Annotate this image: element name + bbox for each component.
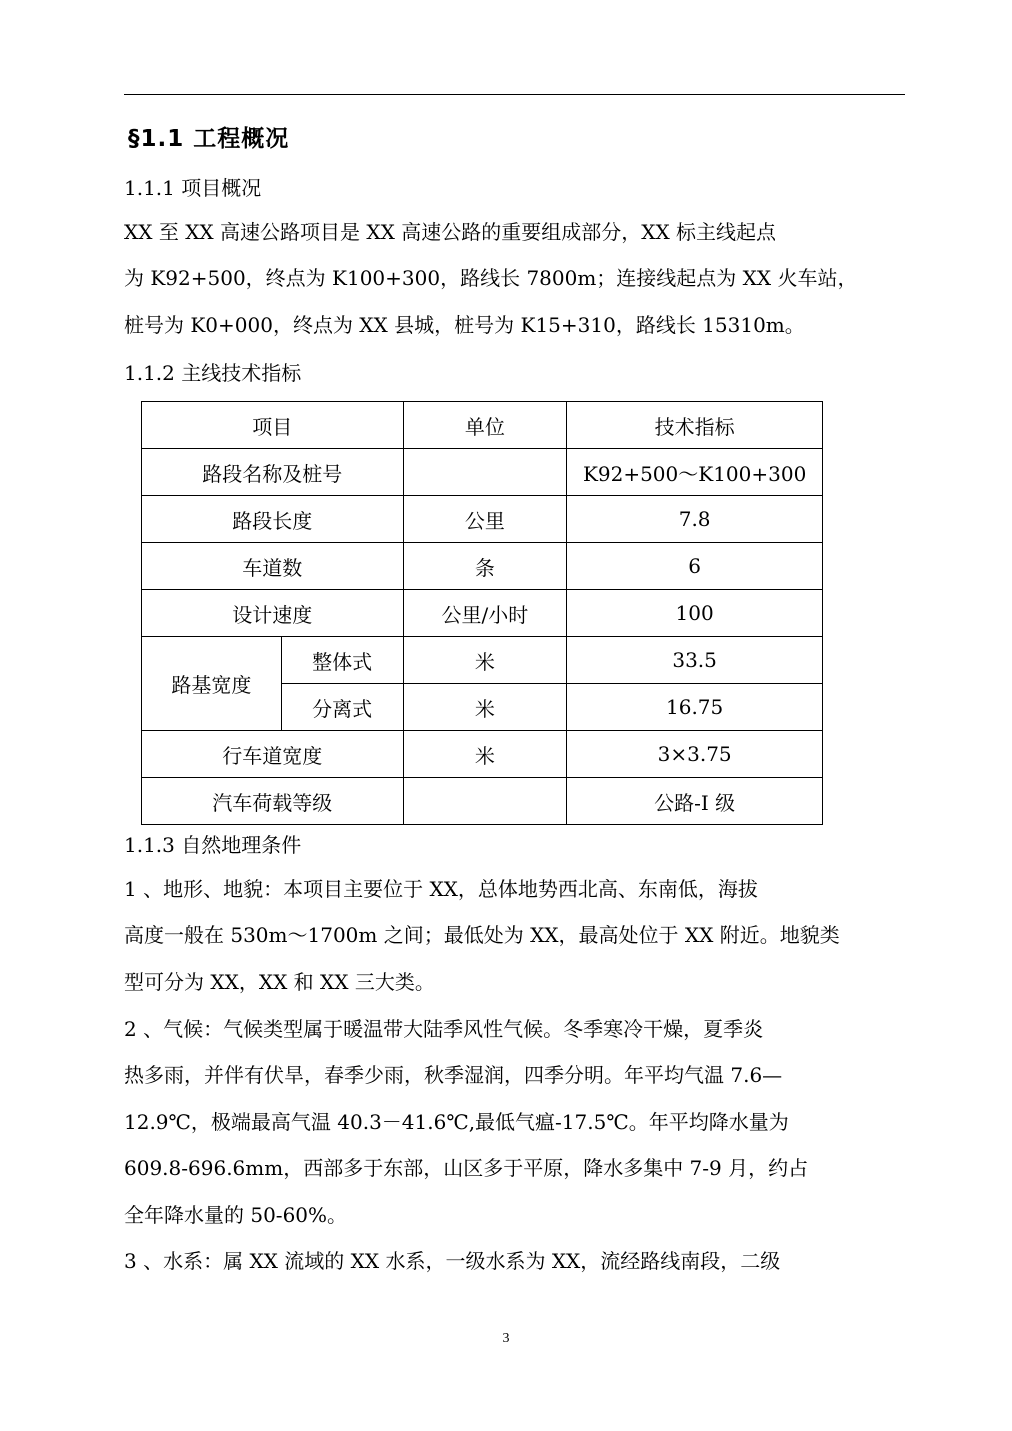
cell-subitem: 整体式 — [281, 637, 403, 684]
header-rule — [124, 94, 905, 95]
table-header-row — [142, 402, 823, 449]
subheading-technical-indicators: 1.1.2 主线技术指标 — [124, 361, 302, 385]
cell-item: 汽车荷载等级 — [142, 778, 404, 825]
table-row — [142, 590, 823, 637]
subheading-natural-geography: 1.1.3 自然地理条件 — [124, 833, 302, 857]
cell-item: 路段名称及桩号 — [142, 449, 404, 496]
cell-item: 行车道宽度 — [142, 731, 404, 778]
cell-subitem: 分离式 — [281, 684, 403, 731]
technical-indicators-table — [141, 401, 823, 825]
paragraph-line: 为 K92+500，终点为 K100+300，路线长 7800m；连接线起点为 XX 火车站， — [124, 266, 858, 290]
cell-item: 车道数 — [142, 543, 404, 590]
paragraph-line: XX 至 XX 高速公路项目是 XX 高速公路的重要组成部分，XX 标主线起点 — [124, 220, 777, 244]
cell-item: 设计速度 — [142, 590, 404, 637]
table-row — [142, 637, 823, 684]
cell-unit: 米 — [403, 731, 567, 778]
cell-value: 16.75 — [567, 684, 823, 731]
table-row — [142, 731, 823, 778]
cell-unit: 公里 — [403, 496, 567, 543]
paragraph-line: 高度一般在 530m～1700m 之间；最低处为 XX，最高处位于 XX 附近。地貌类 — [124, 923, 840, 947]
paragraph-line: 12.9℃，极端最高气温 40.3－41.6℃,最低气瘟-17.5℃。年平均降水量为 — [124, 1110, 789, 1134]
cell-group-label: 路基宽度 — [142, 637, 282, 731]
paragraph-line: 2 、气候：气候类型属于暖温带大陆季风性气候。冬季寒冷干燥，夏季炎 — [124, 1017, 764, 1041]
page-number: 3 — [502, 1331, 510, 1346]
cell-value: 公路-I 级 — [567, 778, 823, 825]
table-row — [142, 543, 823, 590]
cell-value: 7.8 — [567, 496, 823, 543]
header-value: 技术指标 — [567, 402, 823, 449]
cell-value: 6 — [567, 543, 823, 590]
cell-unit: 条 — [403, 543, 567, 590]
table-row — [142, 778, 823, 825]
cell-value: 3×3.75 — [567, 731, 823, 778]
subheading-project-overview: 1.1.1 项目概况 — [124, 176, 262, 200]
cell-unit: 米 — [403, 637, 567, 684]
cell-unit — [403, 778, 567, 825]
cell-unit: 米 — [403, 684, 567, 731]
paragraph-line: 609.8-696.6mm，西部多于东部，山区多于平原，降水多集中 7-9 月，约占 — [124, 1156, 809, 1180]
cell-value: 100 — [567, 590, 823, 637]
paragraph-line: 3 、水系：属 XX 流域的 XX 水系，一级水系为 XX，流经路线南段，二级 — [124, 1249, 781, 1273]
cell-value: K92+500～K100+300 — [567, 449, 823, 496]
paragraph-line: 热多雨，并伴有伏旱，春季少雨，秋季湿润，四季分明。年平均气温 7.6— — [124, 1063, 783, 1087]
header-item: 项目 — [142, 402, 404, 449]
table-row — [142, 449, 823, 496]
cell-item: 路段长度 — [142, 496, 404, 543]
cell-unit — [403, 449, 567, 496]
table-row — [142, 496, 823, 543]
header-unit: 单位 — [403, 402, 567, 449]
paragraph-line: 1 、地形、地貌：本项目主要位于 XX，总体地势西北高、东南低，海拔 — [124, 877, 758, 901]
cell-value: 33.5 — [567, 637, 823, 684]
paragraph-line: 桩号为 K0+000，终点为 XX 县城，桩号为 K15+310，路线长 15310m。 — [124, 313, 805, 337]
section-title: §1.1 工程概况 — [128, 126, 290, 152]
paragraph-line: 型可分为 XX，XX 和 XX 三大类。 — [124, 970, 435, 994]
paragraph-line: 全年降水量的 50-60%。 — [124, 1203, 348, 1227]
cell-unit: 公里/小时 — [403, 590, 567, 637]
